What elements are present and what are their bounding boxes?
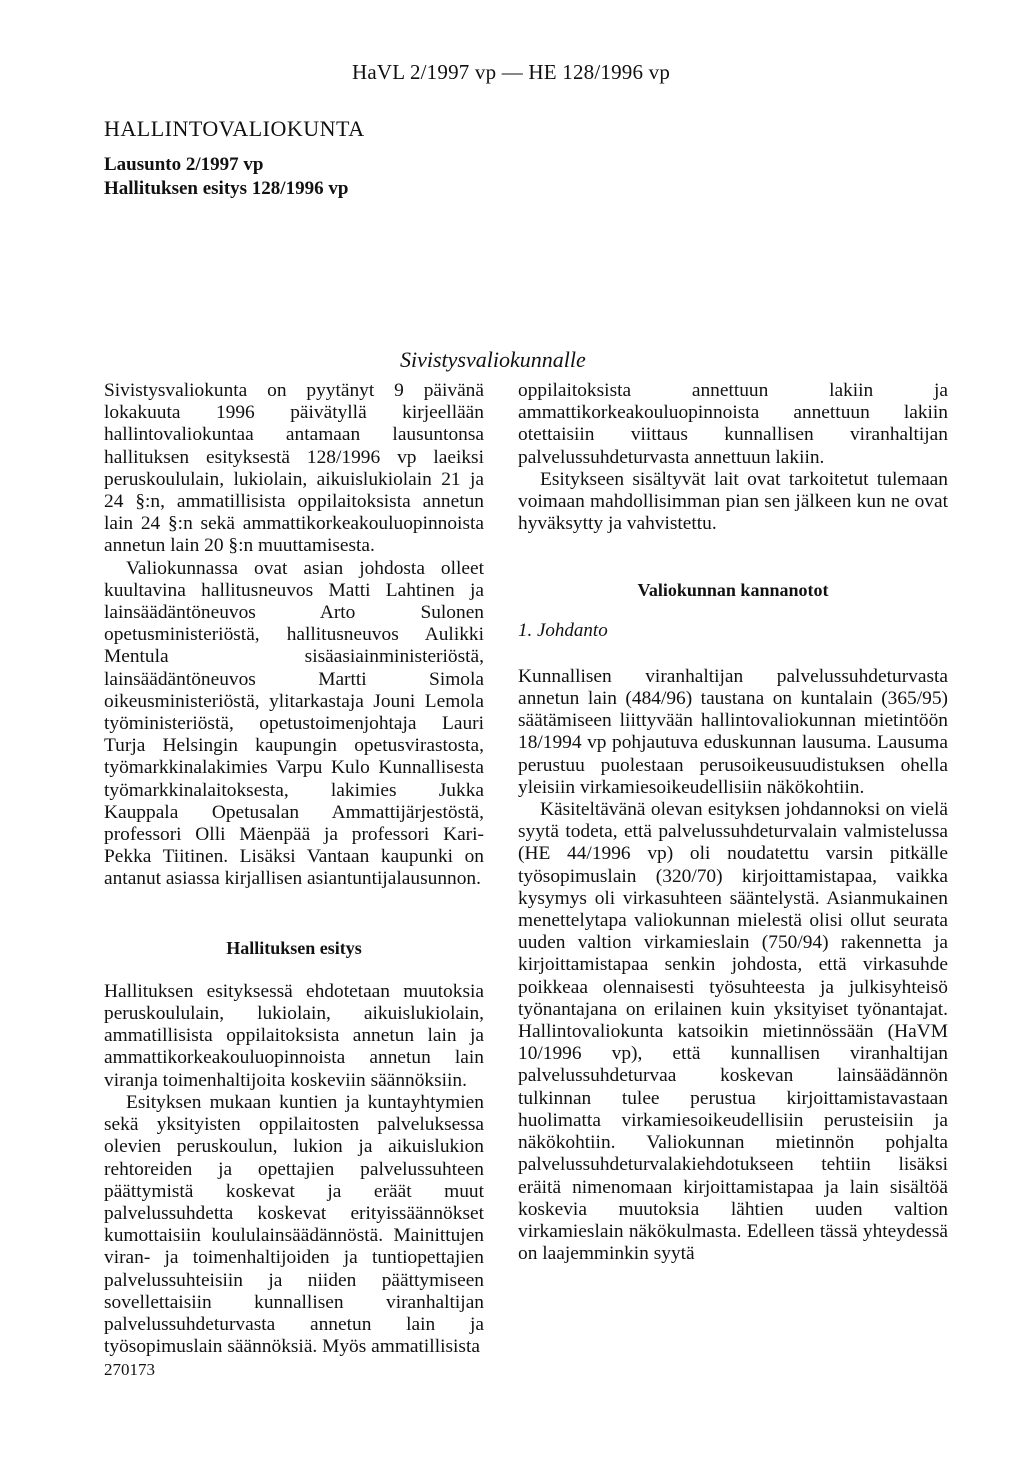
- paragraph-request: Sivistysvaliokunta on pyytänyt 9 päivänä lokakuuta 1996 päivätyllä kirjeellään hallintovaliokuntaa antamaan lausuntonsa hallituksen esityksestä 128/1996 vp laeiksi peruskoululain, lukiolain, aikuislukiolain 21 ja 24 §:n, ammatillisista oppilaitoksista annetun lain 24 §:n sekä ammattikorkeakouluopinnoista annetun lain 20 §:n muuttamisesta.: [104, 380, 484, 557]
- document-code: 270173: [104, 1360, 155, 1379]
- document-reference: HaVL 2/1997 vp — HE 128/1996 vp: [352, 60, 671, 84]
- paragraph-proposal-continued: oppilaitoksista annettuun lakiin ja ammattikorkeakouluopinnoista annettuun lakiin otettaisiin viittaus kunnallisen viranhaltijan palvelussuhdeturvasta annettuun lakiin.: [518, 380, 948, 468]
- paragraph-proposal-details: Esityksen mukaan kuntien ja kuntayhtymien sekä yksityisten oppilaitosten palveluksessa olevien peruskoulun, lukion ja aikuislukion rehtoreiden ja opettajien palvelussuhteen päättymistä koskevat ja eräät muut palvelussuhdetta koskevat erityissäännökset kumottaisiin koululainsäädännöstä. Mainittujen viran- ja toimenhaltijoiden ja tuntiopettajien palvelussuhteisiin ja niiden päättymiseen sovellettaisiin kunnallisen viranhaltijan palvelussuhdeturvasta annetun lain ja työsopimuslain säännöksiä. Myös ammatillisista: [104, 1091, 484, 1358]
- paragraph-introduction-notes: Käsiteltävänä olevan esityksen johdannoksi on vielä syytä todeta, että palvelussuhdeturvalain valmistelussa (HE 44/1996 vp) oli noudatettu varsin pitkälle työsopimuslain (320/70) kirjoittamistapaa, vaikka kysymys oli virkasuhteen sääntelystä. Asianmukainen menettelytapa valiokunnan mielestä olisi ollut seurata uuden valtion virkamieslain (750/94) rakennetta ja kirjoittamistapaa senkin johdosta, että virkasuhde poikkeaa olennaisesti työsuhteesta ja julkisyhteisö työnantajana on erilainen kuin yksityiset työnantajat. Hallintovaliokunta katsoikin mietinnössään (HaVM 10/1996 vp), että kunnallisen viranhaltijan palvelussuhdeturvaa koskevan lainsäädännön tulkinnan tulee perustua kirjoittamistavastaan huolimatta virkamiesoikeudellisiin perusteisiin ja näkökohtiin. Valiokunnan mietinnön pohjalta palvelussuhdeturvalakiehdotukseen tehtiin lisäksi eräitä nimenomaan kirjoittamistapaa ja lain sisältöä koskevia muutoksia lähtien uuden valtion virkamieslain näkökulmasta. Edelleen tässä yhteydessä on laajemminkin syytä: [518, 799, 948, 1265]
- right-column: [518, 380, 948, 1265]
- committee-name: HALLINTOVALIOKUNTA: [104, 116, 365, 141]
- left-column: [104, 380, 484, 1358]
- recipient-heading: Sivistysvaliokunnalle: [400, 347, 586, 372]
- paragraph-proposal-summary: Hallituksen esityksessä ehdotetaan muutoksia peruskoululain, lukiolain, aikuislukiolain, ammatillisista oppilaitoksista annetun lain ja ammattikorkeakouluopinnoista annetun lain viranja toimenhaltijoita koskeviin säännöksiin.: [104, 980, 484, 1091]
- paragraph-background: Kunnallisen viranhaltijan palvelussuhdeturvasta annetun lain (484/96) taustana on kuntalain (365/95) säätämiseen liittyvään hallintovaliokunnan mietintöön 18/1994 vp pohjautuva eduskunnan lausuma. Lausuma perustuu puolestaan perusoikeusuudistuksen ohella yleisiin virkamiesoikeudellisiin näkökohtiin.: [518, 665, 948, 798]
- section-heading-committee-position: Valiokunnan kannanotot: [637, 580, 829, 601]
- paragraph-entry-into-force: Esitykseen sisältyvät lait ovat tarkoitetut tulemaan voimaan mahdollisimman pian sen jälkeen kun ne ovat hyväksytty ja vahvistettu.: [518, 468, 948, 535]
- paragraph-experts: Valiokunnassa ovat asian johdosta olleet kuultavina hallitusneuvos Matti Lahtinen ja lainsäädäntöneuvos Arto Sulonen opetusministeriöstä, hallitusneuvos Aulikki Mentula sisäasiainministeriöstä, lainsäädäntöneuvos Martti Simola oikeusministeriöstä, ylitarkastaja Jouni Lemola työministeriöstä, opetustoimenjohtaja Lauri Turja Helsingin kaupungin opetusvirastosta, työmarkkinalakimies Varpu Kulo Kunnallisesta työmarkkinalaitoksesta, lakimies Jukka Kauppala Opetusalan Ammattijärjestöstä, professori Olli Mäenpää ja professori Kari-Pekka Tiitinen. Lisäksi Vantaan kaupunki on antanut asiassa kirjallisen asiantuntijalausunnon.: [104, 557, 484, 890]
- section-heading-government-proposal: Hallituksen esitys: [226, 937, 362, 958]
- statement-number: Lausunto 2/1997 vp: [104, 154, 264, 175]
- subheading-introduction: 1. Johdanto: [518, 619, 608, 641]
- government-proposal-number: Hallituksen esitys 128/1996 vp: [104, 178, 349, 199]
